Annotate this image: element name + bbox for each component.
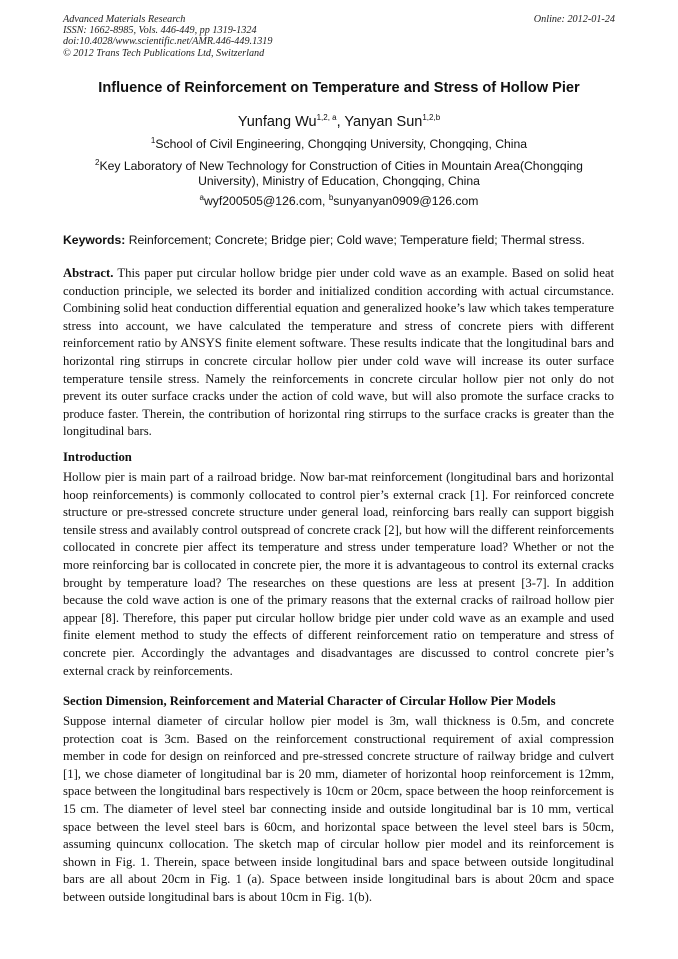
keywords-text: Reinforcement; Concrete; Bridge pier; Cold wave; Temperature field; Thermal stress. [125, 233, 585, 247]
affiliation-1-sup: 1 [150, 135, 156, 145]
issn-line: ISSN: 1662-8985, Vols. 446-449, pp 1319-1324 [63, 25, 257, 37]
author-line [40, 114, 638, 130]
journal-header [63, 14, 615, 59]
email-line [40, 194, 638, 209]
keywords-label: Keywords: [63, 233, 126, 247]
author-2-sup: 1,2,b [422, 113, 441, 123]
email-b: sunyanyan0909@126.com [333, 194, 479, 208]
doi-line: doi:10.4028/www.scientific.net/AMR.446-449.1319 [63, 36, 273, 48]
section2-heading: Section Dimension, Reinforcement and Material Character of Circular Hollow Pier Models [63, 694, 556, 708]
journal-name: Advanced Materials Research [63, 14, 186, 25]
introduction-heading: Introduction [63, 450, 132, 464]
affiliation-2-sup: 2 [95, 157, 100, 167]
abstract-text: This paper put circular hollow bridge pier under cold wave as an example. Based on solid heat conduction principle, we selected its border and initialized condition according with actual circumstance. Combining solid heat conduction differential equation and generalized hooke’s law which takes temperature stress into account, we have calculated the temperature and stress of concrete piers with different reinforcement ratio by ANSYS finite element software. These results indicate that the longitudinal bars and horizontal ring stirrups in concrete circular hollow pier under cold wave will increase its outer surface temperature tensile stress. Namely the reinforcements in concrete circular hollow pier not only do not prevent its outer surface cracks under the action of cold wave, but will also promote the surface cracks to produce faster. Therein, the contribution of horizontal ring stirrups to the surface cracks is greater than the longitudinal bars. [63, 266, 614, 439]
email-b-sup: b [328, 192, 334, 202]
affiliation-2-line1: Key Laboratory of New Technology for Construction of Cities in Mountain Area(Chongqing [99, 159, 583, 173]
affiliation-1 [40, 137, 638, 152]
online-date: Online: 2012-01-24 [533, 14, 615, 25]
affiliation-2-line2: University), Ministry of Education, Chongqing, China [198, 174, 480, 188]
section2-paragraph: Suppose internal diameter of circular hollow pier model is 3m, wall thickness is 0.5m, and concrete protection coat is 3cm. Based on the reinforcement constructional requirement of axial compression member in code for design on reinforced and pre-stressed concrete structure of railway bridge and culvert [1], we chose diameter of longitudinal bar is 20 mm, diameter of horizontal hoop reinforcement is 12mm, space between the longitudinal bars respectively is 10cm or 20cm, space between the hoop reinforcement is 15 cm. The diameter of level steel bar connecting inside and outside longitudinal bar is 10 mm, vertical space between the level steel bars is 60cm, and horizontal space between the level steel bars is 50cm, assuming quincunx collocation. The sketch map of circular hollow pier model and its reinforcement is shown in Fig. 1. Therein, space between inside longitudinal bars and space between outside longitudinal bars are all about 20cm in Fig. 1 (a). Space between inside longitudinal bars is about 20cm and space between outside longitudinal bars is about 10cm in Fig. 1(b). [63, 714, 614, 904]
author-1-name: Yunfang Wu [237, 114, 317, 130]
affiliation-2 [40, 159, 638, 189]
author-2-name: Yanyan Sun [344, 114, 423, 130]
author-separator: , [336, 114, 345, 130]
email-a: wyf200505@126.com, [203, 194, 329, 208]
copyright-line: © 2012 Trans Tech Publications Ltd, Switzerland [63, 47, 265, 59]
abstract-label: Abstract. [63, 266, 114, 280]
introduction-paragraph: Hollow pier is main part of a railroad bridge. Now bar-mat reinforcement (longitudinal bars and horizontal hoop reinforcements) is commonly collocated to control pier’s external crack [1]. For reinforced concrete structure or pre-stressed concrete structure under general load, reinforcing bars really can support biggish tensile stress and availably control outspread of concrete crack [2], but how will the different reinforcements collocated in concrete pier affect its temperature and stress under temperature load? Whether or not the more reinforcing bar is collocated in concrete pier, the more it is advantageous to control its external cracks brought by temperature load? The researches on these questions are less at present [3-7]. In addition because the cold wave action is one of the primary reasons that the external cracks of railroad hollow pier appear [8]. Therefore, this paper put circular hollow bridge pier under cold wave as an example and used finite element method to study the effects of different reinforcement ratio on temperature and stress of concrete pier. Accordingly the advantages and disadvantages are discussed to control concrete pier’s external crack by reinforcements. [63, 470, 614, 678]
abstract-paragraph [63, 265, 614, 441]
paper-title: Influence of Reinforcement on Temperature and Stress of Hollow Pier [98, 80, 580, 96]
author-1-sup: 1,2, a [316, 113, 337, 123]
affiliation-1-text: School of Civil Engineering, Chongqing University, Chongqing, China [155, 137, 528, 151]
keywords-line [63, 233, 623, 247]
email-a-sup: a [199, 192, 204, 202]
